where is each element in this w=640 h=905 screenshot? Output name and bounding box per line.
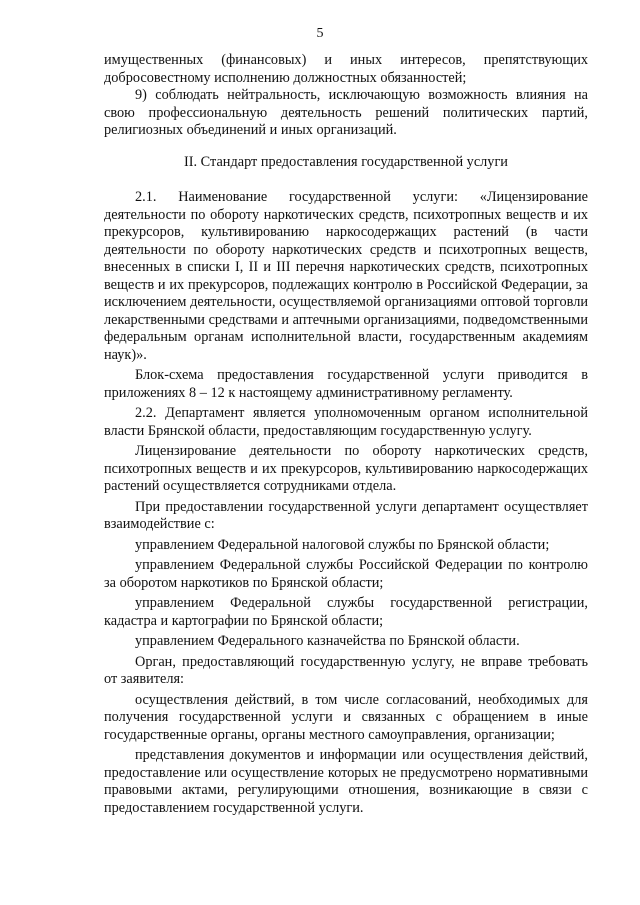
list-item: управлением Федеральной службы Российской Федерации по контролю за оборотом наркотиков по Брянской области;: [104, 557, 588, 591]
list-item: управлением Федеральной налоговой службы по Брянской области;: [135, 536, 550, 553]
paragraph-interaction: При предоставлении государственной услуги департамент осуществляет взаимодействие с:: [104, 498, 588, 532]
paragraph-block-scheme: Блок-схема предоставления государственной услуги приводится в приложениях 8 – 12 к настоящему административному регламенту.: [104, 367, 588, 401]
paragraph-not-entitled: Орган, предоставляющий государственную услугу, не вправе требовать от заявителя:: [104, 653, 588, 687]
paragraph-licensing: Лицензирование деятельности по обороту наркотических средств, психотропных веществ и их прекурсоров, культивированию наркосодержащих растений осуществляется сотрудниками отдела.: [104, 443, 588, 494]
document-body: [104, 52, 588, 817]
paragraph-continuation: имущественных (финансовых) и иных интересов, препятствующих добросовестному исполнению должностных обязанностей;: [104, 52, 588, 86]
list-item: осуществления действий, в том числе согласований, необходимых для получения государственной услуги и связанных с обращением в иные государственные органы, органы местного самоуправления, организации;: [104, 691, 588, 743]
paragraph-2-1: 2.1. Наименование государственной услуги: «Лицензирование деятельности по обороту наркотических средств, психотропных веществ и их прекурсоров, культивированию наркосодержащих растений (в части деятельности по обороту наркотических средств и психотропных веществ, внесенных в списки I, II и III перечня наркотических средств, психотропных веществ и их прекурсоров, подлежащих контролю в Российской Федерации, за исключением деятельности, осуществляемой организациями оптовой торговли лекарственными средствами и аптечными организациями, подведомственными федеральным органам исполнительной власти, государственным академиям наук)».: [104, 189, 588, 363]
page-number: 5: [316, 26, 324, 41]
list-item: управлением Федерального казначейства по Брянской области.: [135, 633, 520, 649]
list-item: представления документов и информации или осуществления действий, предоставление или осуществление которых не предусмотрено нормативными правовыми актами, регулирующими отношения, возникающие в связи с предоставлением государственной услуги.: [104, 747, 588, 816]
list-item: управлением Федеральной службы государственной регистрации, кадастра и картографии по Брянской области;: [104, 595, 588, 629]
paragraph-item-9: 9) соблюдать нейтральность, исключающую возможность влияния на свою профессиональную деятельность решений политических партий, религиозных объединений и иных организаций.: [104, 87, 588, 138]
paragraph-2-2: 2.2. Департамент является уполномоченным органом исполнительной власти Брянской области, предоставляющим государственную услугу.: [104, 405, 588, 439]
section-heading: II. Стандарт предоставления государственной услуги: [184, 153, 508, 170]
